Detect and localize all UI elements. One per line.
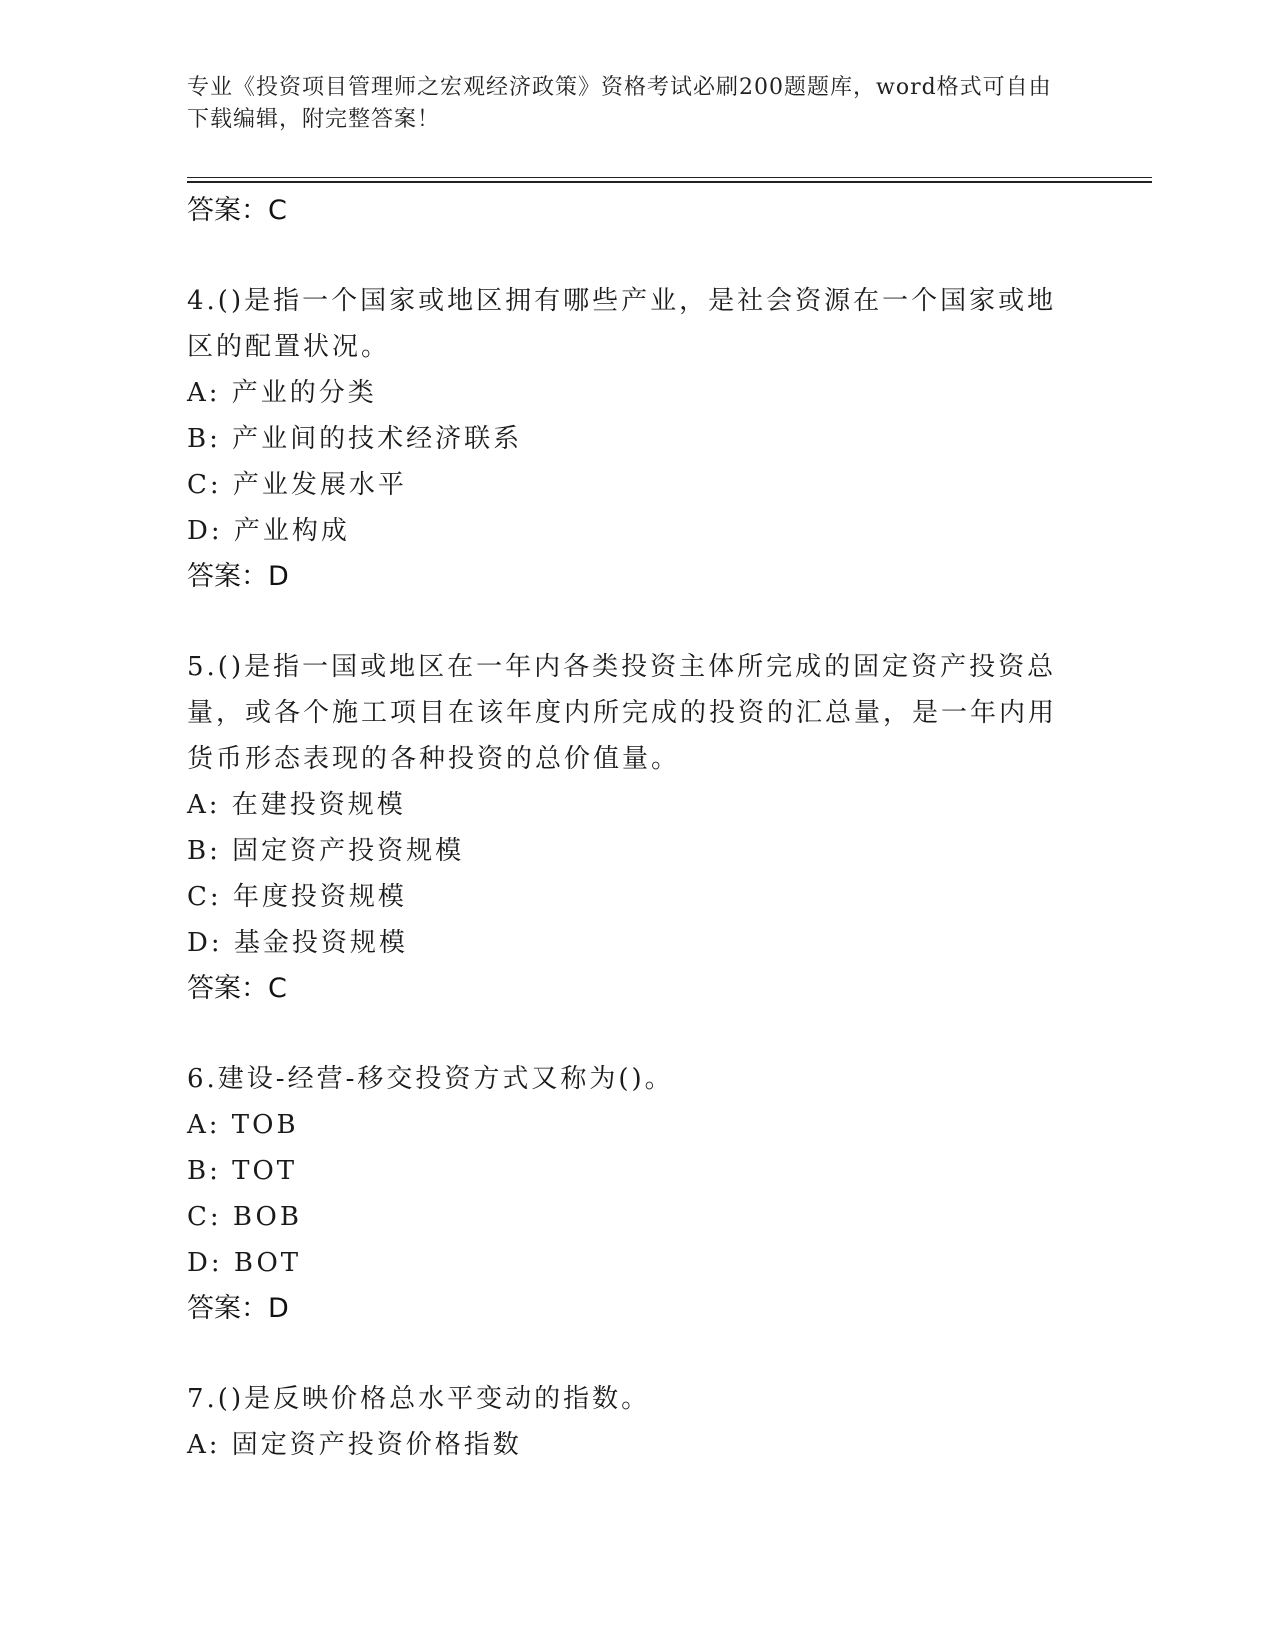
question-block-6 (187, 1056, 1067, 1331)
option-b: B: 固定资产投资规模 (187, 836, 465, 866)
question-block-4 (187, 278, 1067, 599)
option-c: C: 年度投资规模 (187, 882, 407, 912)
header-rule-thin (187, 177, 1152, 178)
answer-line: 答案：D (187, 1293, 289, 1324)
option-c: C: 产业发展水平 (187, 470, 407, 500)
question-block-5 (187, 644, 1067, 1011)
question-text: 6.建设-经营-移交投资方式又称为()。 (187, 1064, 674, 1094)
option-a: A: TOB (187, 1110, 299, 1140)
option-d: D: BOT (187, 1248, 302, 1278)
option-a: A: 产业的分类 (187, 378, 377, 408)
document-header: 专业《投资项目管理师之宏观经济政策》资格考试必刷200题题库，word格式可自由下载编辑，附完整答案！ (187, 75, 1052, 132)
option-d: D: 产业构成 (187, 516, 350, 546)
option-d: D: 基金投资规模 (187, 928, 408, 958)
answer-line: 答案：C (187, 973, 287, 1004)
answer-line: 答案：C (187, 195, 287, 226)
question-text: 7.()是反映价格总水平变动的指数。 (187, 1384, 651, 1414)
option-b: B: TOT (187, 1156, 298, 1186)
answer-line: 答案：D (187, 561, 289, 592)
option-c: C: BOB (187, 1202, 302, 1232)
header-rule-thick (187, 181, 1152, 183)
question-list (187, 188, 1067, 1468)
question-text: 5.()是指一国或地区在一年内各类投资主体所完成的固定资产投资总量，或各个施工项目在该年度内所完成的投资的汇总量，是一年内用货币形态表现的各种投资的总价值量。 (187, 652, 1058, 774)
option-b: B: 产业间的技术经济联系 (187, 424, 523, 454)
option-a: A: 在建投资规模 (187, 790, 406, 820)
question-block-7 (187, 1376, 1067, 1468)
question-text: 4.()是指一个国家或地区拥有哪些产业，是社会资源在一个国家或地区的配置状况。 (187, 286, 1057, 362)
option-a: A: 固定资产投资价格指数 (187, 1430, 522, 1460)
